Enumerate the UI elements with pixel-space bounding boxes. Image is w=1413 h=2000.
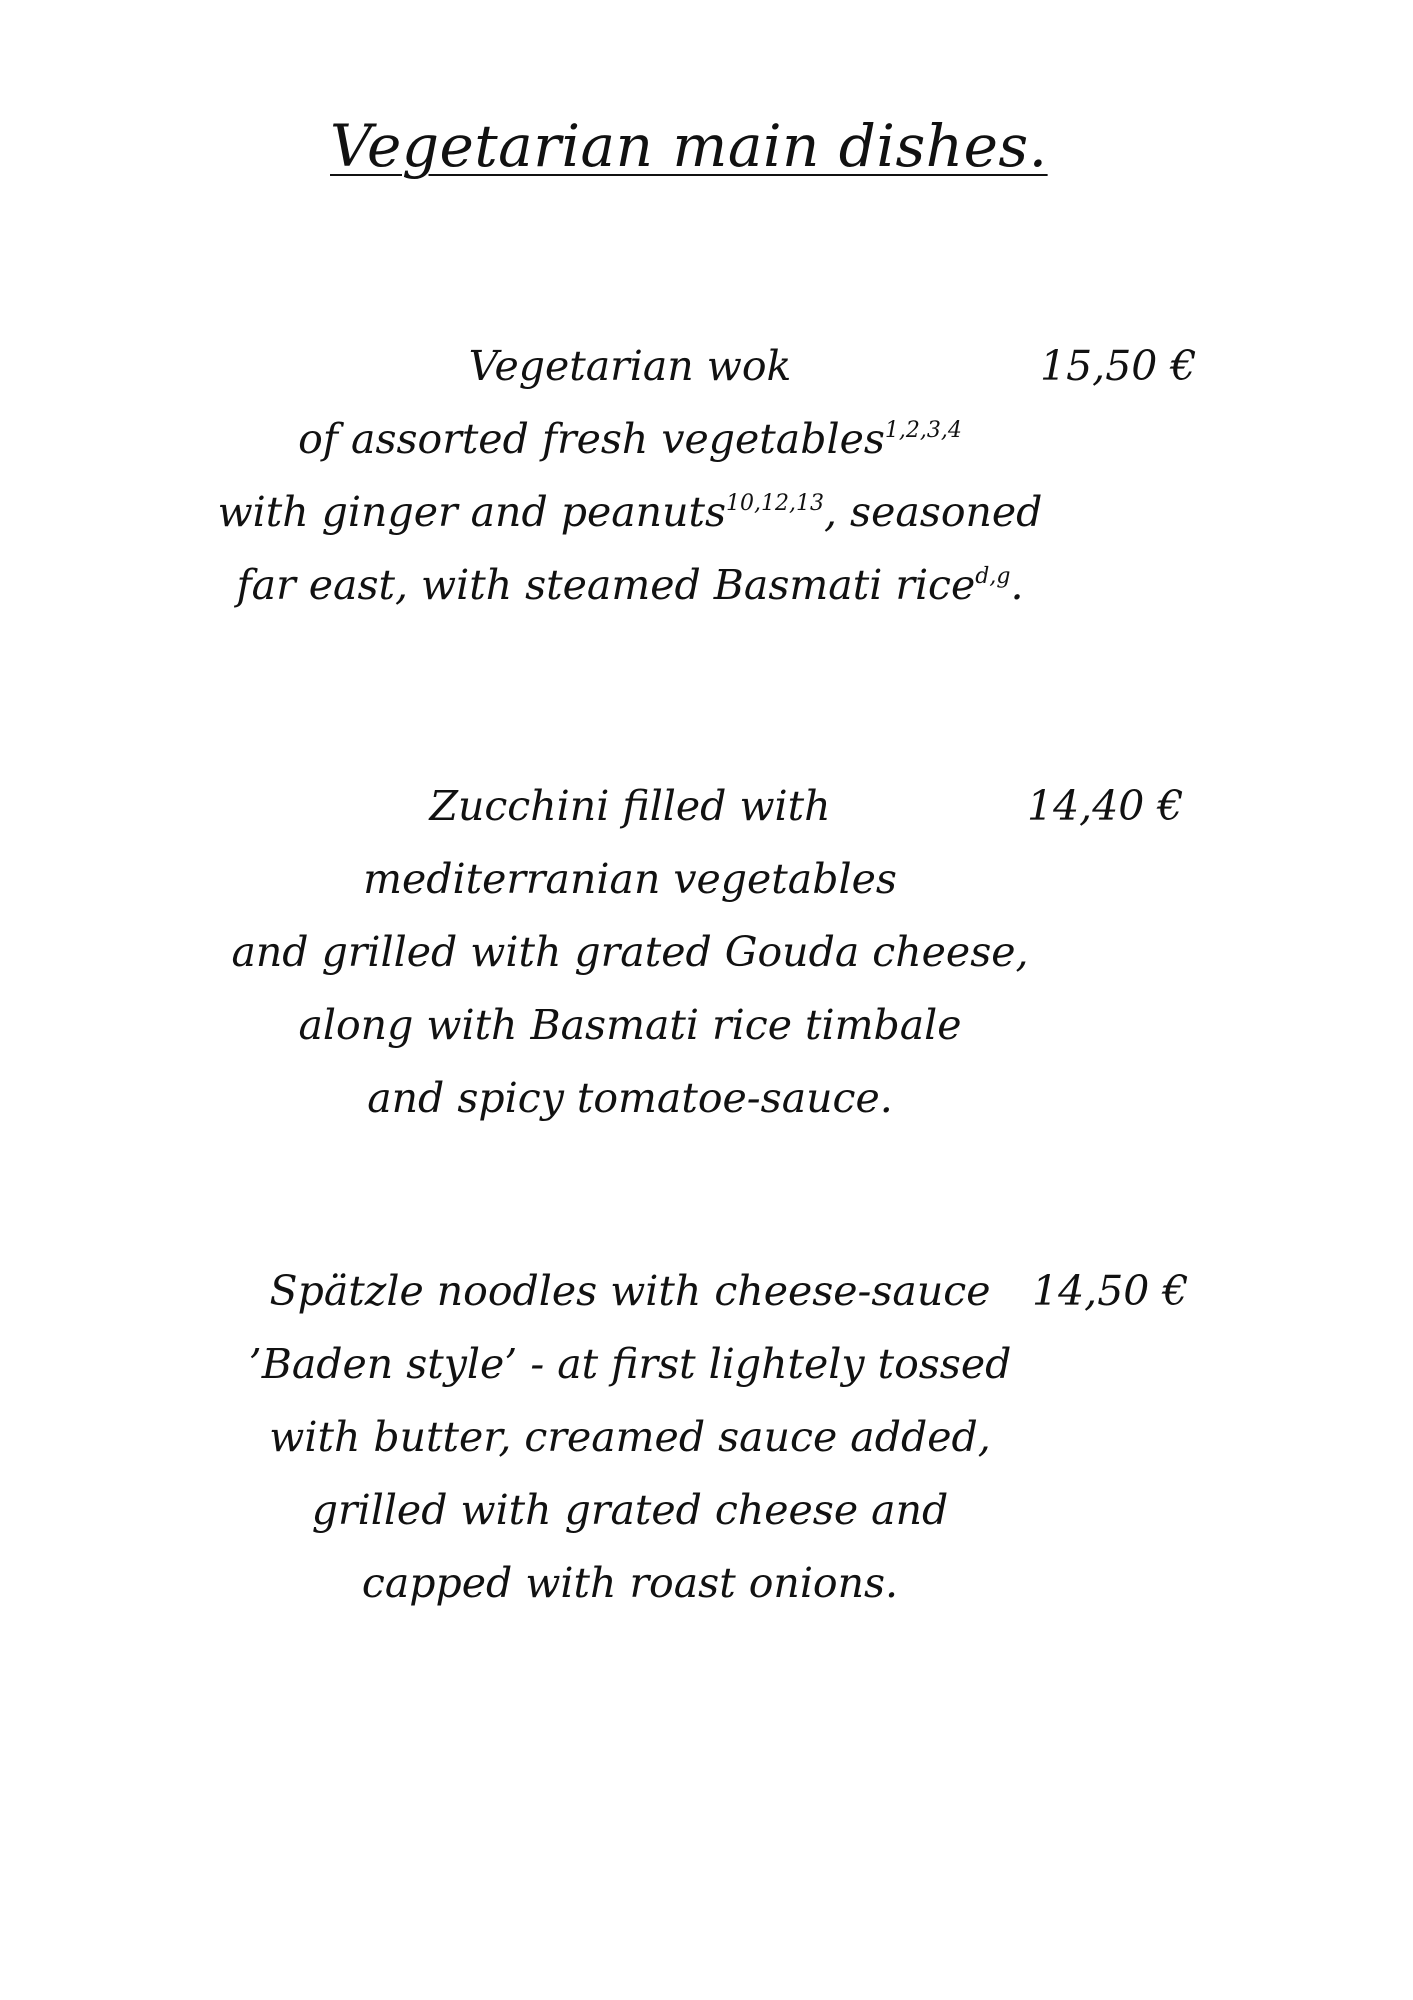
dish-line-text: with ginger and peanuts — [217, 488, 726, 536]
dish-line-text: . — [1010, 561, 1024, 609]
dish-line — [180, 476, 1080, 549]
dish-line: and grilled with grated Gouda cheese, — [231, 928, 1029, 976]
dish-name: Spätzle noodles with cheese-sauce — [269, 1267, 991, 1315]
menu-item-zucchini — [0, 770, 1413, 1190]
dish-description — [180, 1255, 1080, 1620]
allergen-codes: 10,12,13 — [726, 491, 824, 516]
dish-line — [180, 403, 1080, 476]
dish-line — [180, 549, 1080, 622]
dish-line: grilled with grated cheese and — [311, 1486, 949, 1534]
dish-description — [180, 330, 1080, 622]
page-title: Vegetarian main dishes. — [330, 112, 1048, 180]
dish-line: and spicy tomatoe-sauce. — [367, 1074, 893, 1122]
dish-line: mediterranian vegetables — [363, 855, 897, 903]
dish-line-text: of assorted fresh vegetables — [298, 415, 885, 463]
dish-name: Vegetarian wok — [468, 342, 792, 390]
menu-item-vegetarian-wok — [0, 330, 1413, 750]
allergen-codes: d,g — [975, 564, 1011, 589]
dish-line: with butter, creamed sauce added, — [269, 1413, 991, 1461]
dish-line: along with Basmati rice timbale — [298, 1001, 962, 1049]
dish-price: 15,50 € — [1040, 342, 1197, 390]
dish-line-text: far east, with steamed Basmati rice — [236, 561, 976, 609]
dish-line: ’Baden style’ - at first lightely tossed — [248, 1340, 1012, 1388]
menu-item-spaetzle — [0, 1255, 1413, 1675]
allergen-codes: 1,2,3,4 — [884, 418, 962, 443]
dish-line: capped with roast onions. — [361, 1559, 899, 1607]
dish-description — [180, 770, 1080, 1135]
dish-price: 14,50 € — [1032, 1267, 1189, 1315]
dish-price: 14,40 € — [1027, 782, 1184, 830]
dish-line-text: , seasoned — [823, 488, 1043, 536]
dish-name: Zucchini filled with — [429, 782, 831, 830]
